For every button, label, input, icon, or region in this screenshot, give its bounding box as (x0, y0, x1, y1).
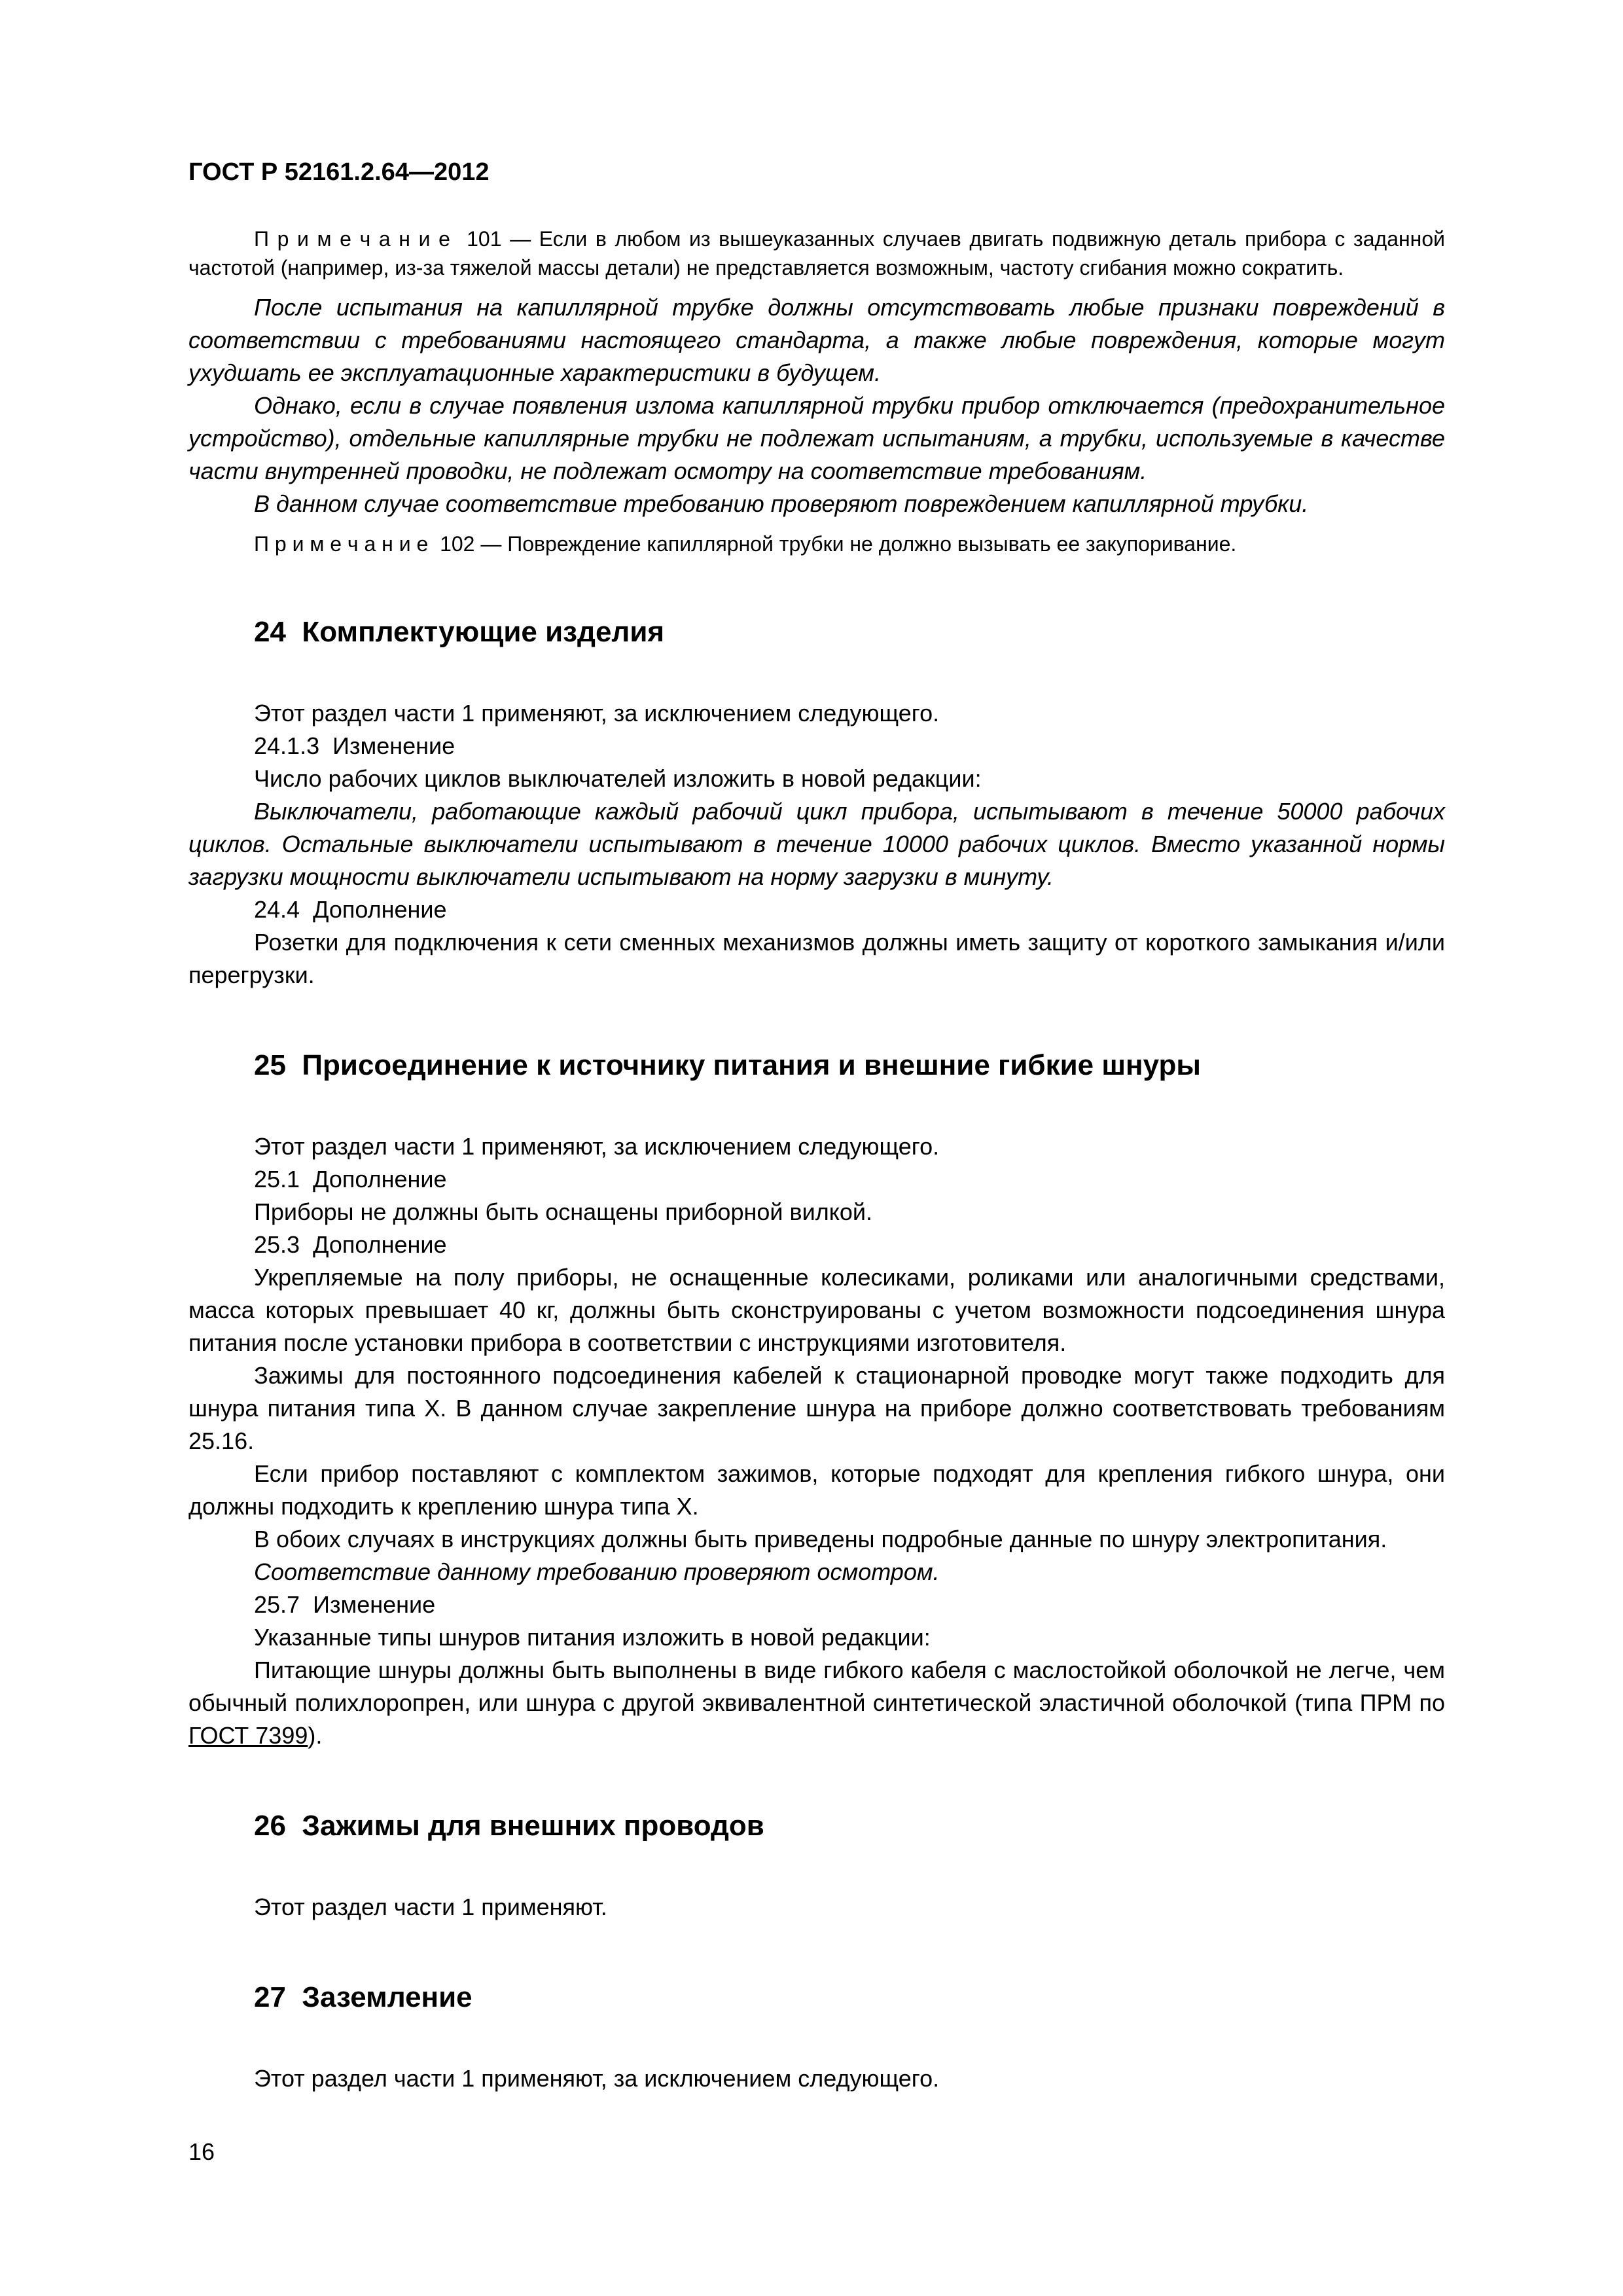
section-25-paragraph-6: Зажимы для постоянного подсоединения кабелей к стационарной проводке могут также подходить для шнура питания типа X. В данном случае закрепление шнура на приборе должно соответствовать требованиям 25.16. (188, 1362, 1445, 1454)
section-27-heading: 27 Заземление (254, 1981, 473, 2013)
section-24-paragraph-3: Число рабочих циклов выключателей изложить в новой редакции: (254, 765, 982, 792)
section-25-paragraph-1: Этот раздел части 1 применяют, за исключением следующего. (254, 1133, 940, 1160)
section-25-paragraph-8: В обоих случаях в инструкциях должны быть приведены подробные данные по шнуру электропитания. (254, 1526, 1387, 1552)
section-24-subclause-24-1-3: 24.1.3 Изменение (254, 732, 455, 759)
section-25-subclause-25-1: 25.1 Дополнение (254, 1166, 447, 1193)
intro-paragraph-3: В данном случае соответствие требованию проверяют повреждением капиллярной трубки. (254, 490, 1309, 517)
section-24-paragraph-1: Этот раздел части 1 применяют, за исключением следующего. (254, 700, 940, 726)
section-25-paragraph-12-text-before: Питающие шнуры должны быть выполнены в виде гибкого кабеля с маслостойкой оболочкой не легче, чем обычный полихлоропрен, или шнура с другой эквивалентной синтетической эластичной оболочкой (типа ПРМ по (188, 1657, 1445, 1716)
section-24-subclause-24-4: 24.4 Дополнение (254, 896, 447, 923)
section-25-subclause-25-3: 25.3 Дополнение (254, 1231, 447, 1258)
section-25-paragraph-12 (188, 1654, 1445, 1752)
page-number: 16 (188, 2138, 215, 2165)
section-26-heading: 26 Зажимы для внешних проводов (254, 1810, 764, 1842)
section-25-paragraph-11: Указанные типы шнуров питания изложить в новой редакции: (254, 1624, 931, 1651)
section-24-paragraph-6: Розетки для подключения к сети сменных механизмов должны иметь защиту от короткого замыкания и/или перегрузки. (188, 929, 1445, 988)
intro-paragraph-1: После испытания на капиллярной трубке должны отсутствовать любые признаки повреждений в соответствии с требованиями настоящего стандарта, а также любые повреждения, которые могут ухудшать ее эксплуатационные характеристики в будущем. (188, 294, 1445, 386)
section-25-subclause-25-7: 25.7 Изменение (254, 1591, 436, 1618)
section-24-paragraph-4: Выключатели, работающие каждый рабочий цикл прибора, испытывают в течение 50000 рабочих циклов. Остальные выключатели испытывают в течение 10000 рабочих циклов. Вместо указанной нормы загрузки мощности выключатели испытывают на норму загрузки в минуту. (188, 798, 1445, 890)
note-102: П р и м е ч а н и е 102 — Повреждение капиллярной трубки не должно вызывать ее закупоривание. (254, 532, 1237, 556)
section-25-paragraph-12-text-after: ). (308, 1722, 323, 1749)
section-25-paragraph-5: Укрепляемые на полу приборы, не оснащенные колесиками, роликами или аналогичными средствами, масса которых превышает 40 кг, должны быть сконструированы с учетом возможности подсоединения шнура питания после установки прибора в соответствии с инструкциями изготовителя. (188, 1264, 1445, 1356)
section-25-paragraph-3: Приборы не должны быть оснащены приборной вилкой. (254, 1198, 873, 1225)
section-27-paragraph-1: Этот раздел части 1 применяют, за исключением следующего. (254, 2065, 940, 2092)
note-101: П р и м е ч а н и е 101 — Если в любом из вышеуказанных случаев двигать подвижную деталь прибора с заданной частотой (например, из-за тяжелой массы детали) не представляется возможным, частоту сгибания можно сократить. (188, 227, 1445, 279)
section-24-heading: 24 Комплектующие изделия (254, 616, 665, 648)
section-25-heading: 25 Присоединение к источнику питания и внешние гибкие шнуры (254, 1049, 1201, 1081)
section-25-paragraph-9: Соответствие данному требованию проверяют осмотром. (254, 1558, 940, 1585)
intro-paragraph-2: Однако, если в случае появления излома капиллярной трубки прибор отключается (предохранительное устройство), отдельные капиллярные трубки не подлежат испытаниям, а трубки, используемые в качестве части внутренней проводки, не подлежат осмотру на соответствие требованиям. (188, 392, 1445, 484)
section-25-paragraph-7: Если прибор поставляют с комплектом зажимов, которые подходят для крепления гибкого шнура, они должны подходить к креплению шнура типа X. (188, 1460, 1445, 1520)
document-number: ГОСТ Р 52161.2.64—2012 (188, 158, 490, 186)
gost-7399-link[interactable]: ГОСТ 7399 (188, 1722, 308, 1749)
section-26-paragraph-1: Этот раздел части 1 применяют. (254, 1893, 607, 1920)
